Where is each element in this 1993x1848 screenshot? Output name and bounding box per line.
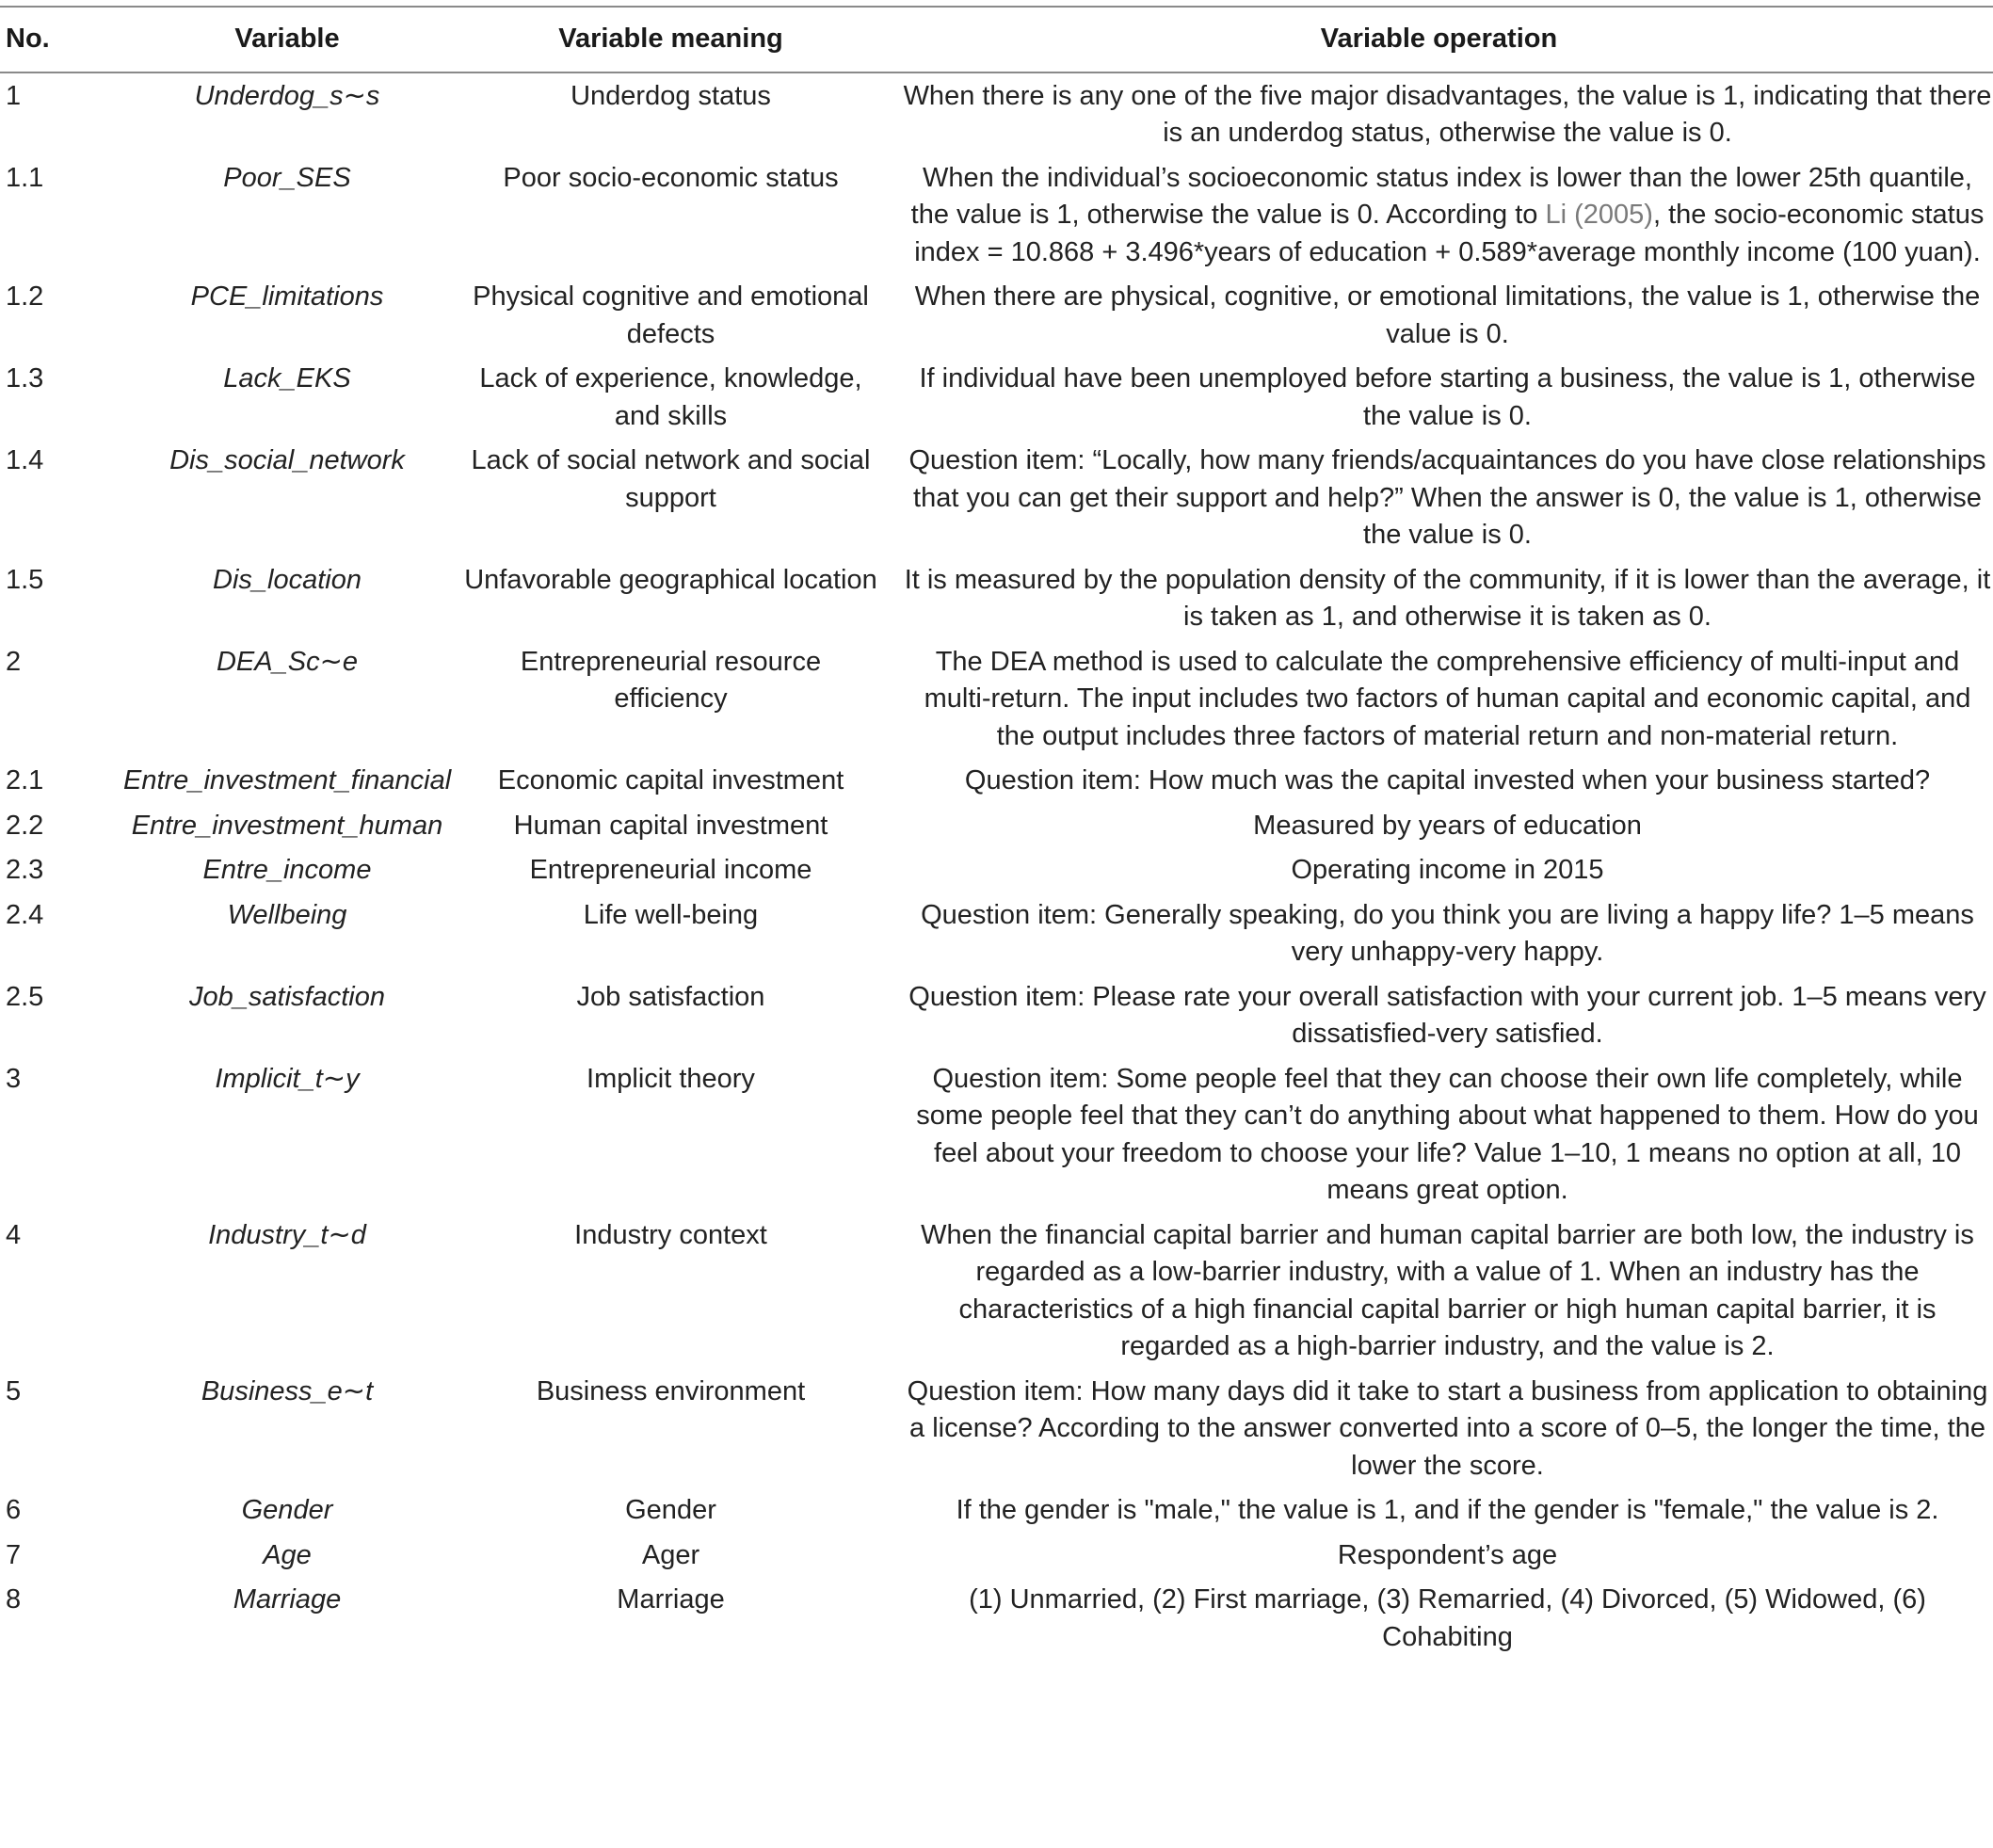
- row-variable: PCE_limitations: [190, 281, 384, 312]
- row-meaning: Human capital investment: [513, 810, 828, 841]
- row-variable: Dis_location: [213, 564, 362, 595]
- row-operation: The DEA method is used to calculate the comprehensive efficiency of multi-input and multi-return. The input includes two factors of human capital and economic capital, and the output includes three factors of material return and non-material return.: [924, 646, 1971, 751]
- row-meaning: Job satisfaction: [576, 981, 765, 1012]
- table-row: [0, 438, 1993, 557]
- row-variable: Lack_EKS: [223, 363, 351, 394]
- row-meaning: Economic capital investment: [497, 765, 844, 795]
- header-meaning: Variable meaning: [457, 7, 885, 72]
- row-operation: When there is any one of the five major disadvantages, the value is 1, indicating that there is an underdog status, otherwise the value is 0.: [903, 80, 1992, 148]
- row-variable: Wellbeing: [227, 899, 347, 930]
- header-variable: Variable: [118, 7, 457, 72]
- table-row: [0, 1369, 1993, 1488]
- row-operation: Question item: How many days did it take to start a business from application to obtaining a license? According to the answer converted into a score of 0–5, the longer the time, the lower the score.: [907, 1375, 1988, 1481]
- row-meaning: Ager: [641, 1539, 700, 1570]
- row-no: 2.2: [6, 810, 44, 841]
- row-variable: Underdog_s∼s: [194, 80, 380, 111]
- row-operation: Measured by years of education: [1253, 810, 1642, 841]
- row-no: 1.2: [6, 281, 44, 312]
- row-no: 1.3: [6, 363, 44, 394]
- header-operation: Variable operation: [885, 7, 1993, 72]
- table-row: [0, 557, 1993, 639]
- row-meaning: Lack of experience, knowledge, and skills: [479, 363, 862, 431]
- row-variable: DEA_Sc∼e: [216, 646, 359, 677]
- variables-table: [0, 6, 1993, 1659]
- citation-link[interactable]: Li (2005): [1545, 200, 1653, 230]
- row-operation: If individual have been unemployed before starting a business, the value is 1, otherwise the value is 0.: [919, 363, 1976, 431]
- row-no: 7: [6, 1539, 22, 1570]
- row-operation: Question item: “Locally, how many friends/acquaintances do you have close relationships that you can get their support and help?” When the answer is 0, the value is 1, otherwise the value is 0.: [908, 445, 1986, 550]
- row-no: 4: [6, 1219, 22, 1250]
- table-row: [0, 892, 1993, 974]
- row-variable: Gender: [241, 1495, 333, 1525]
- row-variable: Poor_SES: [223, 162, 351, 193]
- row-variable: Entre_income: [202, 855, 372, 885]
- table-header-row: [0, 7, 1993, 72]
- row-no: 1.1: [6, 162, 44, 193]
- row-variable: Entre_investment_financial: [123, 765, 452, 795]
- table-row: [0, 1213, 1993, 1369]
- row-variable: Dis_social_network: [169, 445, 405, 475]
- row-meaning: Entrepreneurial income: [529, 855, 812, 885]
- row-no: 1.4: [6, 445, 44, 475]
- row-meaning: Underdog status: [571, 80, 771, 111]
- row-operation: [885, 155, 1993, 275]
- row-operation: It is measured by the population density of the community, if it is lower than the average, it is taken as 1, and otherwise it is taken as 0.: [904, 564, 1991, 632]
- row-no: 3: [6, 1063, 22, 1094]
- row-variable: Business_e∼t: [201, 1375, 374, 1406]
- table-row: [0, 1487, 1993, 1533]
- row-meaning: Entrepreneurial resource efficiency: [520, 646, 822, 714]
- table-row: [0, 274, 1993, 356]
- table-row: [0, 639, 1993, 759]
- row-operation: Question item: Generally speaking, do you think you are living a happy life? 1–5 means very unhappy-very happy.: [921, 899, 1974, 967]
- row-no: 2.1: [6, 765, 44, 795]
- row-no: 6: [6, 1495, 22, 1525]
- row-operation: Question item: How much was the capital invested when your business started?: [964, 765, 1931, 795]
- row-no: 5: [6, 1375, 22, 1406]
- table-row: [0, 974, 1993, 1056]
- row-variable: Job_satisfaction: [189, 981, 385, 1012]
- table-row: [0, 356, 1993, 438]
- row-variable: Implicit_t∼y: [215, 1063, 360, 1094]
- operation-text: When the individual’s socioeconomic status index is lower than the lower 25th quantile, the value is 1, otherwise the value is 0. According to: [910, 162, 1972, 230]
- row-meaning: Poor socio-economic status: [503, 162, 839, 193]
- row-meaning: Life well-being: [583, 899, 759, 930]
- operation-text: , the socio-economic status index = 10.868 + 3.496*years of education + 0.589*average monthly income (100 yuan).: [914, 200, 1985, 267]
- row-meaning: Unfavorable geographical location: [464, 564, 877, 595]
- row-no: 2.5: [6, 981, 44, 1012]
- table-row: [0, 847, 1993, 892]
- row-no: 2.3: [6, 855, 44, 885]
- row-operation: Question item: Some people feel that they can choose their own life completely, while some people feel that they can’t do anything about what happened to them. How do you feel about your freedom to choose your life? Value 1–10, 1 means no option at all, 10 means great option.: [916, 1063, 1979, 1205]
- table-row: [0, 1577, 1993, 1659]
- row-meaning: Implicit theory: [587, 1063, 755, 1094]
- row-operation: (1) Unmarried, (2) First marriage, (3) Remarried, (4) Divorced, (5) Widowed, (6) Cohabiting: [969, 1584, 1926, 1652]
- row-meaning: Industry context: [574, 1219, 767, 1250]
- row-variable: Industry_t∼d: [208, 1219, 366, 1250]
- header-no: No.: [0, 7, 118, 72]
- row-meaning: Business environment: [536, 1375, 806, 1406]
- table-row: [0, 1533, 1993, 1578]
- row-meaning: Lack of social network and social support: [471, 445, 871, 513]
- row-meaning: Marriage: [617, 1584, 725, 1615]
- table-row: [0, 803, 1993, 848]
- table-row: [0, 155, 1993, 275]
- row-no: 8: [6, 1584, 22, 1615]
- row-operation: When the financial capital barrier and human capital barrier are both low, the industry is regarded as a low-barrier industry, with a value of 1. When an industry has the characteristics of a high financial capital barrier or high human capital barrier, it is regarded as a high-barrier industry, and the value is 2.: [921, 1219, 1974, 1361]
- row-operation: Respondent’s age: [1337, 1539, 1558, 1570]
- row-no: 2: [6, 646, 22, 677]
- row-no: 1.5: [6, 564, 44, 595]
- row-operation: If the gender is "male," the value is 1, and if the gender is "female," the value is 2.: [956, 1495, 1939, 1525]
- row-no: 2.4: [6, 899, 44, 930]
- row-operation: When there are physical, cognitive, or emotional limitations, the value is 1, otherwise the value is 0.: [914, 281, 1981, 349]
- row-operation: Question item: Please rate your overall satisfaction with your current job. 1–5 means very dissatisfied-very satisfied.: [908, 981, 1986, 1049]
- row-no: 1: [6, 80, 22, 111]
- table-row: [0, 758, 1993, 803]
- table-row: [0, 1056, 1993, 1213]
- row-meaning: Gender: [625, 1495, 716, 1525]
- row-meaning: Physical cognitive and emotional defects: [473, 281, 869, 349]
- row-variable: Entre_investment_human: [131, 810, 443, 841]
- row-variable: Marriage: [233, 1584, 342, 1615]
- row-operation: Operating income in 2015: [1291, 855, 1604, 885]
- table-row: [0, 72, 1993, 155]
- row-variable: Age: [263, 1539, 312, 1570]
